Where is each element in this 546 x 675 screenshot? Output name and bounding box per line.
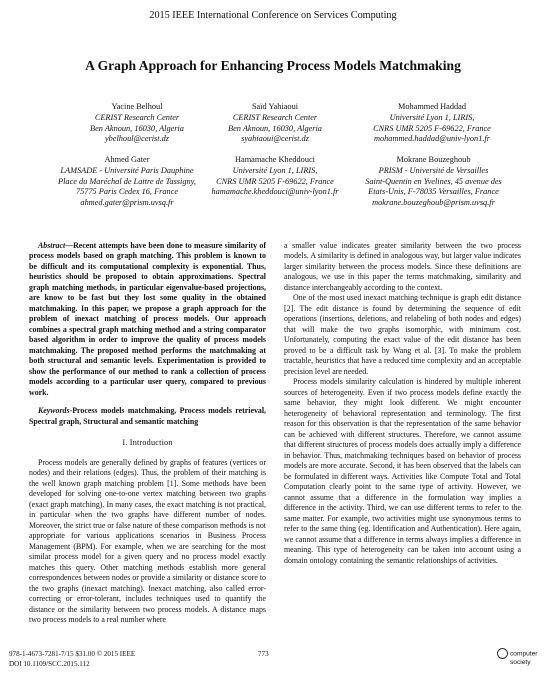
author-email: hamamache.kheddouci@univ-lyon1.fr (211, 187, 339, 197)
author-affiliation: PRISM - Université de Versailles (378, 165, 489, 175)
right-column (284, 241, 521, 566)
computer-society-logo (497, 648, 541, 666)
author-affiliation: CERIST Research Center (232, 112, 318, 122)
author-name: Ahmed Gater (104, 155, 150, 164)
author-block (336, 155, 531, 209)
author-email: syahiaoui@cerist.dz (241, 134, 309, 144)
logo-text-1: computer (510, 650, 538, 658)
author-affiliation: Saint-Quentin en Yvelines, 45 avenue des (365, 176, 502, 186)
page-number: 773 (258, 650, 269, 658)
author-block (185, 102, 365, 145)
author-name: Hamamache Kheddouci (235, 155, 315, 164)
logo-text-2: society (510, 659, 531, 666)
doi-line: DOI 10.1109/SCC.2015.112 (9, 659, 90, 668)
author-name: Saïd Yahiaoui (251, 102, 299, 111)
keywords (29, 406, 266, 427)
author-name: Yacine Belhoul (111, 102, 163, 111)
author-affiliation: CNRS UMR 5205 F-69622, France (373, 123, 491, 133)
author-email: mohammed.haddad@univ-lyon1.fr (374, 134, 490, 144)
isbn-line: 978-1-4673-7281-7/15 $31.00 © 2015 IEEE (9, 650, 136, 658)
author-affiliation: Université Lyon 1, LIRIS, (232, 165, 318, 175)
abstract (29, 241, 266, 398)
author-email: mokrane.bouzeghoub@prism.uvsq.fr (372, 198, 495, 208)
author-affiliation: Place du Maréchal de Lattre de Tassigny, (58, 176, 196, 186)
body-paragraph: Process models similarity calculation is hindered by multiple inherent sources of heterogeneity. Even if two process models define exactly the same behavior, they might look different. We might encounter heterogeneity of behavioral representation and terminology. The first reason for this observation is that the representation of the same behavior can be achieved with different structures. Therefore, we cannot assume that different structures of process models does actually imply a difference in behavior. Thus, matchmaking techniques based on behavior of process models are more accurate. Second, it has been observed that the labels can be formulated in different ways. Activities like Compute Total and Total Computation clearly point to the same type of activity. However, we cannot assume that a difference in the formulation way implies a difference in the activity. Third, we can use different terms to refer to the same matter. For example, two activities might use synonymous terms to refer to the same thing (eg. Identification and Authentication). Here again, we cannot assume that a difference in terms always implies a difference in meaning. This type of heterogeneity can be taken into account using a domain ontology containing the semantic relationships of activities. (284, 377, 521, 565)
author-email: ahmed.gater@prism.uvsq.fr (80, 198, 174, 208)
author-name: Mohammed Haddad (398, 102, 466, 111)
keywords-label: Keywords (38, 406, 70, 416)
author-affiliation: Etats-Unis, F-78035 Versailles, France (368, 187, 499, 197)
footer-left (9, 650, 135, 669)
keywords-text: -Process models matchmaking, Process models retrieval, Spectral graph, Structural and semantic matching (29, 406, 266, 426)
body-paragraph: One of the most used inexact matching technique is graph edit distance [2]. The edit distance is found by determining the sequence of edit operations (insertions, deletions, and relabeling of both nodes and edges) that will make the two graphs isomorphic, with minimum cost. Unfortunately, computing the exact value of the edit distance has been proved to be a difficult task by Wang et al. [3]. To make the problem tractable, heuristics that have a reduced time complexity and an acceptable precision level are needed. (284, 293, 521, 376)
author-block (342, 102, 522, 145)
author-affiliation: LAMSADE - Université Paris Dauphine (60, 165, 194, 175)
body-paragraph: a smaller value indicates greater similarity between the two process models. A similarity is defined in analogous way, but larger value indicates larger similarity between the process models. Since these definitions are analogous, we use in this paper the terms matchmaking, similarity and distance interchangeably according to the context. (284, 241, 521, 292)
author-affiliation: 75775 Paris Cedex 16, France (75, 187, 179, 197)
author-email: ybelhoul@cerist.dz (104, 134, 170, 144)
conference-header: 2015 IEEE International Conference on Services Computing (149, 10, 397, 21)
author-affiliation: Université Lyon 1, LIRIS, (389, 112, 475, 122)
author-affiliation: CNRS UMR 5205 F-69622, France (216, 176, 334, 186)
body-paragraph: Process models are generally defined by graphs of features (vertices or nodes) and their relations (edges). Thus, the problem of their matching is the well known graph matching problem [1]. Some methods have been developed for solving one-to-one vertex matching between two graphs (exact graph matching). In many cases, the exact matching is not practical, in particular when the two graphs have different number of nodes. Moreover, the strict true or false nature of these comparison methods is not appropriate for various applications scenarios in Business Process Management (BPM). For example, when we are searching for the most similar process model for a given query and no process model exactly matches this query. Other matching methods establish more general correspondences between nodes or provide a similarity or distance score to the two graphs (inexact matching). Inexact matching, also called error-correcting or error-tolerant, includes techniques used to quantify the distance or the similarity between two process models. A distance maps two process models to a real number where (29, 457, 266, 624)
paper-title: A Graph Approach for Enhancing Process Models Matchmaking (85, 58, 461, 73)
author-affiliation: Ben Aknoun, 16030, Algeria (228, 123, 322, 133)
left-column (29, 241, 266, 625)
society-logo-icon (497, 648, 508, 659)
author-affiliation: Ben Aknoun, 16030, Algeria (90, 123, 184, 133)
abstract-text: —Recent attempts have been done to measure similarity of process models based on graph matching. This problem is known to be difficult and its computational complexity is exponential. Thus, heuristics should be proposed to obtain approximations. Spectral graph matching methods, in particular eigenvalue-based projections, are know to be fast but they lost some quality in the obtained matchmaking. In this paper, we propose a graph approach for the problem of inexact matching of process models. Our approach combines a spectral graph matching method and a string comparator based algorithm in order to improve the quality of process models matchmaking. The proposed method performs the matchmaking at both structural and semantic levels. Experimentation is provided to show the performance of our method to rank a collection of process models according to a particular user query, compared to previous work. (29, 241, 266, 397)
author-affiliation: CERIST Research Center (94, 112, 180, 122)
author-name: Mokrane Bouzeghoub (396, 155, 471, 164)
abstract-label: Abstract (38, 241, 66, 250)
section-heading: I. Introduction (122, 438, 173, 448)
